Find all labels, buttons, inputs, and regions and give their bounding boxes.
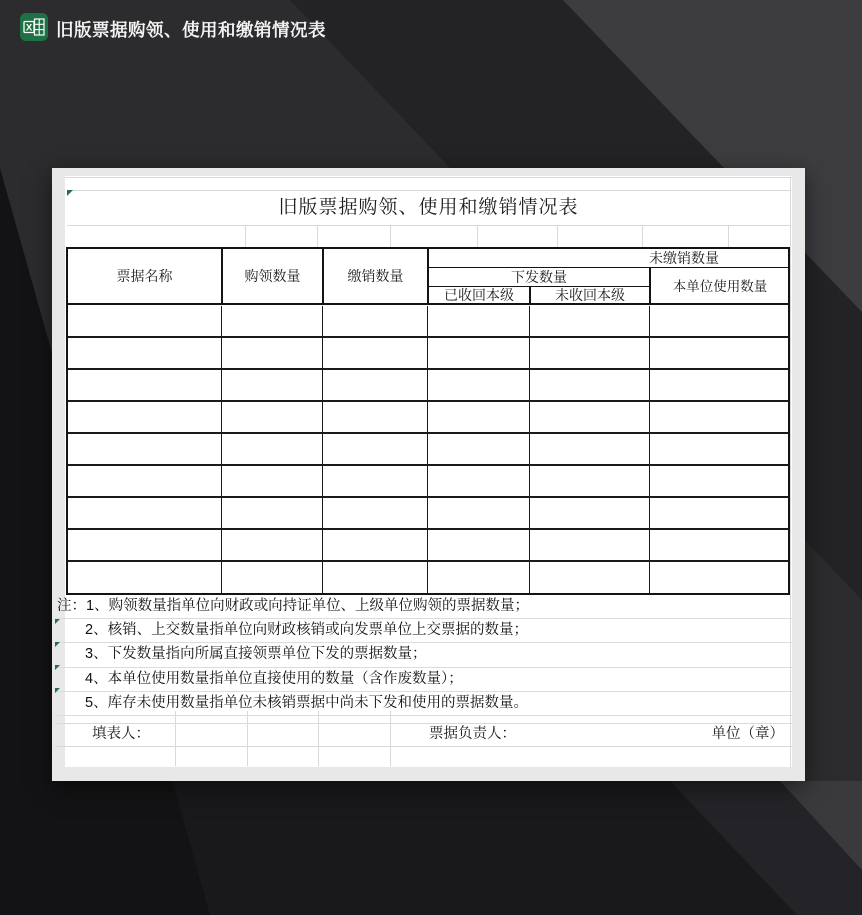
table-cell[interactable] [68, 498, 222, 530]
table-cell[interactable] [323, 530, 428, 562]
grid-line [390, 711, 391, 766]
table-cell[interactable] [650, 498, 788, 530]
table-cell[interactable] [428, 466, 530, 498]
window-title: 旧版票据购领、使用和缴销情况表 [56, 20, 326, 40]
grid-line [67, 225, 790, 226]
header-purchase-qty[interactable]: 购领数量 [244, 267, 301, 284]
note-line[interactable]: 3、下发数量指向所属直接领票单位下发的票据数量； [55, 643, 792, 667]
table-cell[interactable] [530, 306, 650, 338]
table-cell[interactable] [222, 402, 323, 434]
table-cell[interactable] [68, 434, 222, 466]
grid-line [247, 711, 248, 766]
table-cell[interactable] [650, 306, 788, 338]
grid-line [245, 226, 246, 247]
header-issued-qty[interactable]: 下发数量 [511, 268, 567, 285]
body-grid [68, 306, 788, 594]
notes-block [55, 595, 792, 716]
table-cell[interactable] [68, 338, 222, 370]
note-line[interactable]: 2、核销、上交数量指单位向财政核销或向发票单位上交票据的数量； [55, 619, 792, 643]
table-cell[interactable] [650, 466, 788, 498]
table-cell[interactable] [323, 498, 428, 530]
table-cell[interactable] [323, 370, 428, 402]
table-cell[interactable] [68, 370, 222, 402]
header-bill-name[interactable]: 票据名称 [116, 267, 173, 284]
cell-error-marker [67, 190, 73, 196]
table-cell[interactable] [222, 562, 323, 594]
header-uncancelled-qty[interactable]: 未缴销数量 [649, 249, 719, 266]
table-cell[interactable] [222, 338, 323, 370]
table-cell[interactable] [222, 370, 323, 402]
svg-text:X: X [25, 22, 33, 34]
table-cell[interactable] [222, 498, 323, 530]
table-cell[interactable] [530, 530, 650, 562]
table-cell[interactable] [323, 338, 428, 370]
note-line[interactable]: 注：1、购领数量指单位向财政或向持证单位、上级单位购领的票据数量； [55, 595, 792, 619]
header-not-recovered-local[interactable]: 未收回本级 [555, 286, 625, 303]
table-cell[interactable] [68, 306, 222, 338]
table-cell[interactable] [428, 434, 530, 466]
grid-line [557, 226, 558, 247]
footer-unit-seal[interactable]: 单位（章） [711, 726, 784, 742]
cell-error-marker [55, 688, 60, 693]
table-cell[interactable] [530, 498, 650, 530]
grid-line [175, 711, 176, 766]
cell-error-marker [55, 619, 60, 624]
grid-line [477, 226, 478, 247]
table-cell[interactable] [68, 466, 222, 498]
grid-line [55, 746, 792, 747]
table-cell[interactable] [68, 402, 222, 434]
table-cell[interactable] [222, 466, 323, 498]
table-cell[interactable] [323, 434, 428, 466]
table-cell[interactable] [323, 402, 428, 434]
table-cell[interactable] [68, 530, 222, 562]
table-cell[interactable] [530, 370, 650, 402]
sheet-title-cell[interactable]: 旧版票据购领、使用和缴销情况表 [278, 197, 579, 218]
table-cell[interactable] [650, 562, 788, 594]
cell-error-marker [55, 665, 60, 670]
footer-form-filler[interactable]: 填表人： [92, 726, 150, 742]
table-cell[interactable] [428, 306, 530, 338]
footer-bill-manager[interactable]: 票据负责人： [429, 726, 516, 742]
table-cell[interactable] [68, 562, 222, 594]
table-cell[interactable] [323, 306, 428, 338]
grid-line [390, 226, 391, 247]
note-line[interactable]: 5、库存未使用数量指单位未核销票据中尚未下发和使用的票据数量。 [55, 692, 792, 716]
table-cell[interactable] [530, 338, 650, 370]
table-cell[interactable] [650, 402, 788, 434]
grid-line [65, 177, 792, 178]
excel-icon [20, 13, 48, 41]
table-cell[interactable] [323, 562, 428, 594]
table-cell[interactable] [323, 466, 428, 498]
table-cell[interactable] [650, 370, 788, 402]
grid-line [642, 226, 643, 247]
table-cell[interactable] [428, 562, 530, 594]
table-cell[interactable] [650, 530, 788, 562]
table-cell[interactable] [428, 498, 530, 530]
table-cell[interactable] [428, 338, 530, 370]
table-cell[interactable] [222, 434, 323, 466]
grid-line [317, 226, 318, 247]
cell-error-marker [55, 642, 60, 647]
table-cell[interactable] [428, 402, 530, 434]
table-cell[interactable] [650, 434, 788, 466]
header-recovered-local[interactable]: 已收回本级 [444, 286, 514, 303]
table-cell[interactable] [530, 562, 650, 594]
table-cell[interactable] [222, 530, 323, 562]
grid-line [318, 711, 319, 766]
table-cell[interactable] [428, 370, 530, 402]
grid-line [728, 226, 729, 247]
table-cell[interactable] [222, 306, 323, 338]
note-line[interactable]: 4、本单位使用数量指单位直接使用的数量（含作废数量）； [55, 668, 792, 692]
header-unit-used-qty[interactable]: 本单位使用数量 [672, 279, 768, 294]
table-cell[interactable] [428, 530, 530, 562]
table-cell[interactable] [650, 338, 788, 370]
table-cell[interactable] [530, 402, 650, 434]
table-cell[interactable] [530, 466, 650, 498]
table-cell[interactable] [530, 434, 650, 466]
header-cancel-qty[interactable]: 缴销数量 [347, 267, 404, 284]
